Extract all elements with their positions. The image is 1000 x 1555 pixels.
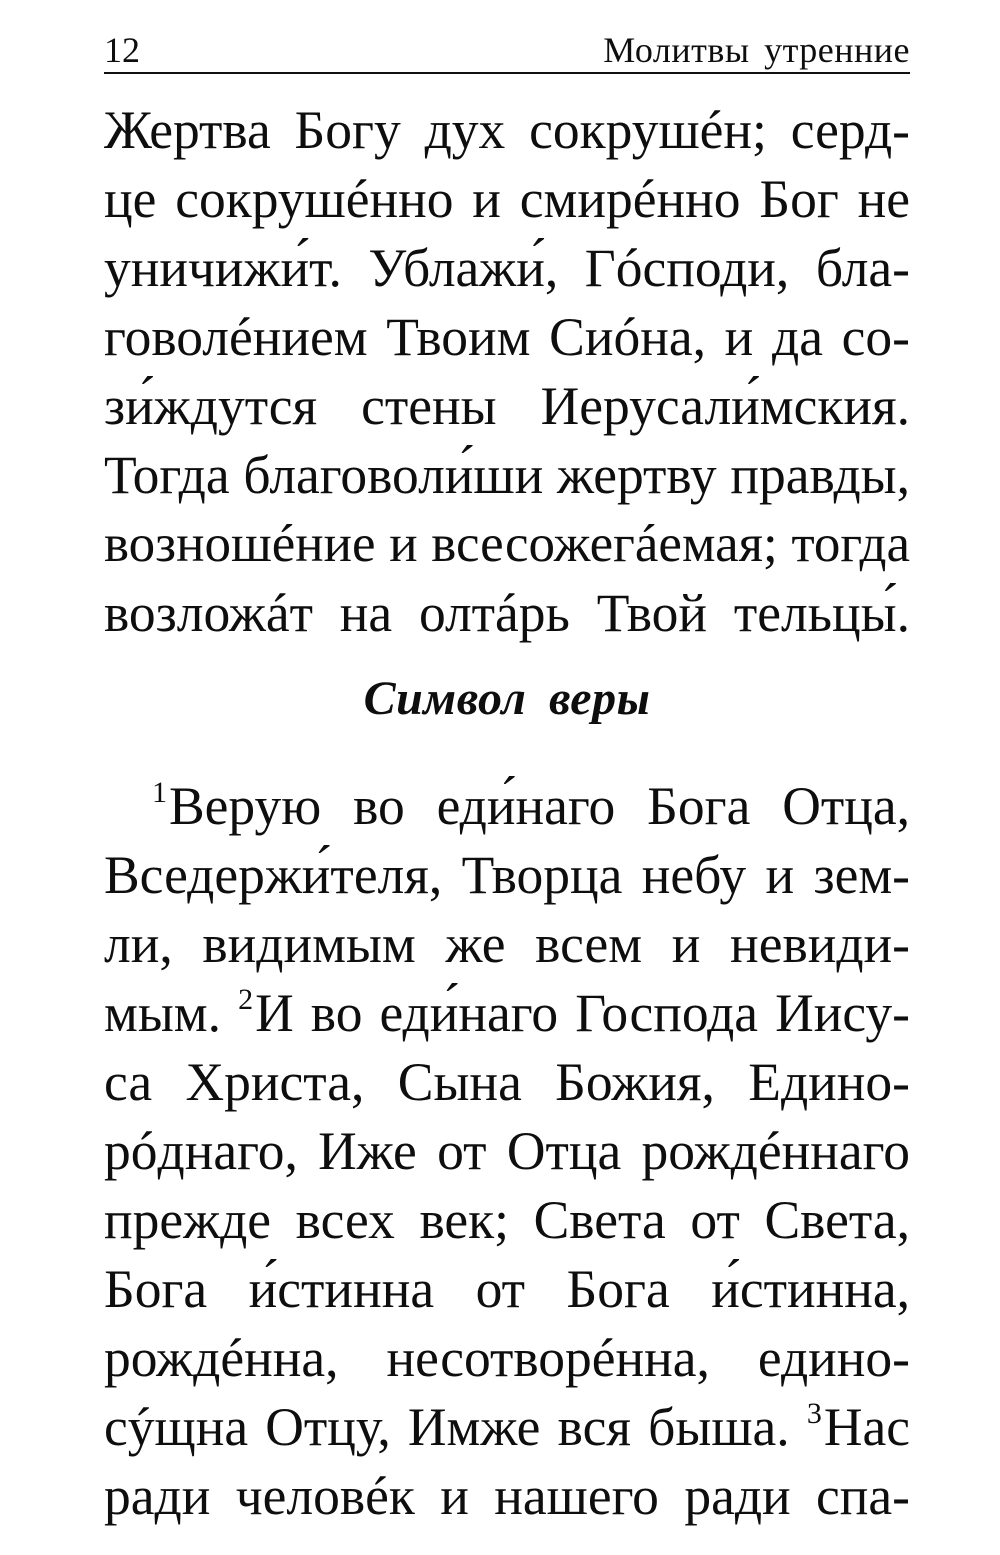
text-line: Тогда благоволи́ши жертву правды, (104, 445, 910, 505)
text-line: зи́ждутся стены Иерусали́мския. (104, 376, 910, 436)
text-line: прежде всех век; Света от Света, (104, 1190, 910, 1250)
page-number: 12 (104, 30, 140, 70)
text-line: Бога и́стинна от Бога и́стинна, (104, 1259, 910, 1319)
line-text: сýщна Отцу, Имже вся быша. (104, 1397, 790, 1457)
text-line: це сокрушéнно и смирéнно Бог не (104, 169, 910, 229)
text-line (104, 979, 910, 1048)
text-line: ли, видимым же всем и невиди- (104, 914, 910, 974)
text-line: уничижи́т. Ублажи́, Гóсподи, бла- (104, 238, 910, 298)
prayer-paragraph (104, 96, 910, 648)
text-line: рождéнна, несотворéнна, едино- (104, 1328, 910, 1388)
running-title: Молитвы утренние (603, 30, 910, 70)
line-text: Нас (823, 1397, 910, 1457)
book-page (104, 0, 910, 1555)
text-line: Вседержи́теля, Творца небу и зем- (104, 845, 910, 905)
verse-number: 1 (152, 775, 167, 809)
creed-paragraph (104, 772, 910, 1531)
text-line (104, 1393, 910, 1462)
line-text: мым. (104, 983, 222, 1043)
text-line: са Христа, Сына Божия, Едино- (104, 1052, 910, 1112)
text-line: Жертва Богу дух сокрушéн; серд- (104, 100, 910, 160)
verse-number: 2 (238, 982, 254, 1016)
text-line: ради человéк и нашего ради спа- (104, 1466, 910, 1526)
text-line: возложáт на олтáрь Твой тельцы́. (104, 583, 910, 643)
text-line (104, 772, 910, 841)
verse-number: 3 (806, 1396, 822, 1430)
running-head (104, 26, 910, 74)
text-line: возношéние и всесожегáемая; тогда (104, 515, 910, 573)
line-text: И во еди́наго Господа Иису- (255, 983, 910, 1043)
text-line: рóднаго, Иже от Отца рождéннаго (104, 1121, 910, 1181)
text-line: говолéнием Твоим Сиóна, и да со- (104, 307, 910, 367)
line-text: Верую во еди́наго Бога Отца, (169, 776, 910, 836)
section-heading: Символ веры (363, 672, 651, 725)
